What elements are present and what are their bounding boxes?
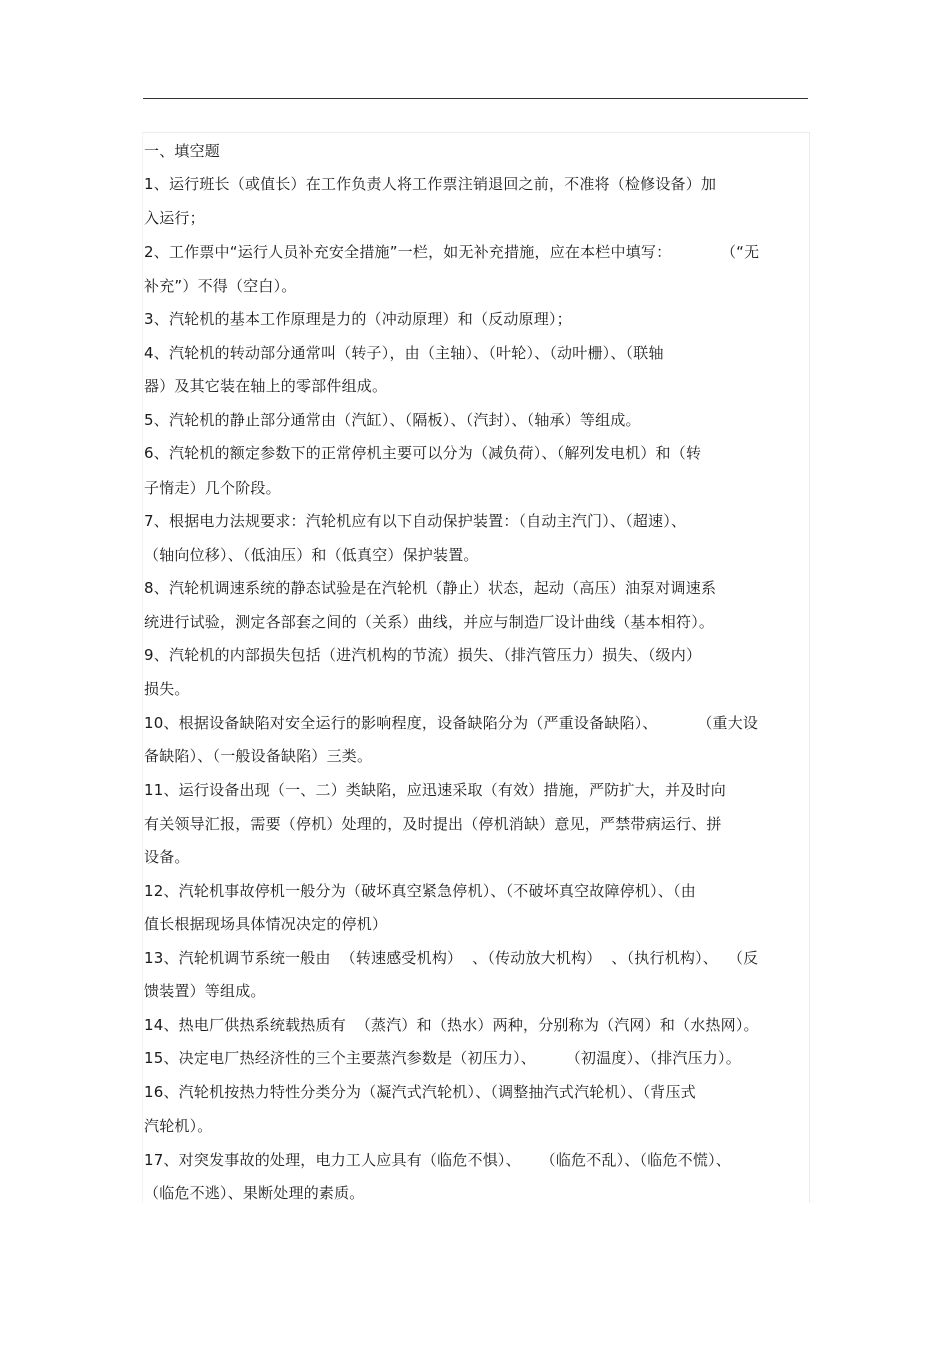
text-line: 1、运行班长（或值长）在工作负责人将工作票注销退回之前，不准将（检修设备）加 (144, 175, 717, 193)
text-line: 汽轮机）。 (144, 1117, 213, 1135)
text-line: 9、汽轮机的内部损失包括（进汽机构的节流）损失、（排汽管压力）损失、（级内） (144, 646, 702, 664)
text-line: 统进行试验，测定各部套之间的（关系）曲线，并应与制造厂设计曲线（基本相符）。 (144, 613, 715, 631)
text-line: 6、汽轮机的额定参数下的正常停机主要可以分为（减负荷）、（解列发电机）和（转 (144, 444, 702, 462)
section-title: 一、填空题 (144, 142, 221, 160)
text-line: 馈装置）等组成。 (144, 982, 266, 1000)
text-line: 5、汽轮机的静止部分通常由（汽缸）、（隔板）、（汽封）、（轴承）等组成。 (144, 411, 641, 429)
text-line: 17、对突发事故的处理，电力工人应具有（临危不惧）、 （临危不乱）、（临危不慌）、 (144, 1151, 731, 1169)
text-line: 补充”）不得（空白）。 (144, 277, 297, 295)
text-line: （临危不逃）、果断处理的素质。 (144, 1184, 365, 1202)
text-line: 3、汽轮机的基本工作原理是力的（冲动原理）和（反动原理）； (144, 310, 572, 328)
text-line: 备缺陷）、（一般设备缺陷）三类。 (144, 747, 373, 765)
text-line: 10、根据设备缺陷对安全运行的影响程度，设备缺陷分为（严重设备缺陷）、 （重大设 (144, 714, 759, 732)
text-line: 损失。 (144, 680, 190, 698)
text-line: 4、汽轮机的转动部分通常叫（转子），由（主轴）、（叶轮）、（动叶栅）、（联轴 (144, 344, 664, 362)
text-line: 子惰走）几个阶段。 (144, 479, 281, 497)
text-line: 器）及其它装在轴上的零部件组成。 (144, 377, 388, 395)
text-line: 12、汽轮机事故停机一般分为（破坏真空紧急停机）、（不破坏真空故障停机）、（由 (144, 882, 696, 900)
text-line: 11、运行设备出现（一、二）类缺陷，应迅速采取（有效）措施，严防扩大，并及时向 (144, 781, 726, 799)
text-line: 值长根据现场具体情况决定的停机） (144, 915, 388, 933)
text-line: 2、工作票中“运行人员补充安全措施”一栏，如无补充措施，应在本栏中填写： （“无 (144, 243, 760, 261)
text-line: 有关领导汇报，需要（停机）处理的，及时提出（停机消缺）意见，严禁带病运行、拼 (144, 815, 722, 833)
text-line: 入运行； (144, 209, 205, 227)
text-line: 14、热电厂供热系统载热质有 （蒸汽）和（热水）两种，分别称为（汽网）和（水热网）。 (144, 1016, 759, 1034)
text-line: 8、汽轮机调速系统的静态试验是在汽轮机（静止）状态，起动（高压）油泵对调速系 (144, 579, 717, 597)
text-line: 13、汽轮机调节系统一般由 （转速感受机构） 、（传动放大机构） 、（执行机构）、 （反 (144, 949, 759, 967)
text-line: 设备。 (144, 848, 190, 866)
text-line: （轴向位移）、（低油压）和（低真空）保护装置。 (144, 546, 479, 564)
text-line: 15、决定电厂热经济性的三个主要蒸汽参数是（初压力）、 （初温度）、（排汽压力）。 (144, 1049, 741, 1067)
text-line: 7、根据电力法规要求：汽轮机应有以下自动保护装置：（自动主汽门）、（超速）、 (144, 512, 687, 530)
header-rule (143, 98, 808, 99)
text-line: 16、汽轮机按热力特性分类分为（凝汽式汽轮机）、（调整抽汽式汽轮机）、（背压式 (144, 1083, 696, 1101)
